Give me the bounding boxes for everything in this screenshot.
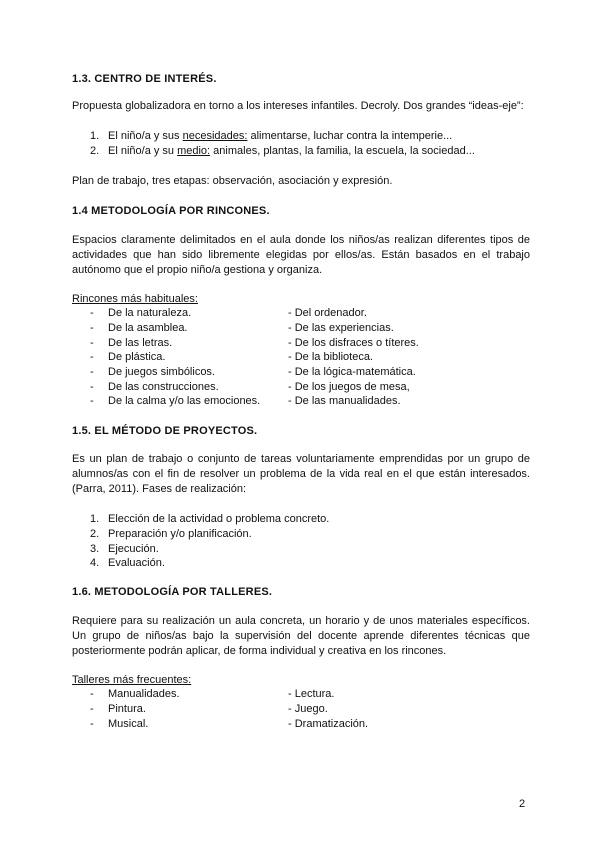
list-item: - Juego.: [288, 703, 328, 715]
list-item: Manualidades.: [108, 688, 180, 700]
list-number: 1.: [90, 513, 100, 525]
list-item: - De los juegos de mesa,: [288, 381, 410, 393]
list-number: 1.: [90, 130, 100, 142]
list-heading: Rincones más habituales:: [72, 293, 198, 305]
section-1-6-intro: Requiere para su realización un aula concreta, un horario y de unos materiales específicos. Un grupo de niños/as bajo la supervisión del docente aprende diferentes técnicas que posteriormente podrán aplicar, de forma individual y creativa en los rincones.: [72, 615, 530, 657]
section-1-5-intro: Es un plan de trabajo o conjunto de tareas voluntariamente emprendidas por un grupo de alumnos/as con el fin de resolver un problema de la vida real en el que están interesados. (Parra, 2011). Fases de realización:: [72, 453, 530, 495]
list-item: - Lectura.: [288, 688, 335, 700]
list-number: 3.: [90, 543, 100, 555]
list-item: De la asamblea.: [108, 322, 188, 334]
section-heading-1-4: 1.4 METODOLOGÍA POR RINCONES.: [72, 205, 270, 217]
list-bullet: -: [90, 718, 94, 730]
list-item: De las construcciones.: [108, 381, 219, 393]
section-heading-1-3: 1.3. CENTRO DE INTERÉS.: [72, 73, 217, 85]
list-item: Preparación y/o planificación.: [108, 528, 252, 540]
list-item: - Del ordenador.: [288, 307, 367, 319]
list-bullet: -: [90, 351, 94, 363]
list-item: El niño/a y su medio: animales, plantas, la familia, la escuela, la sociedad...: [108, 145, 475, 157]
list-item: - De la biblioteca.: [288, 351, 373, 363]
list-item: - De las experiencias.: [288, 322, 394, 334]
list-item: De juegos simbólicos.: [108, 366, 215, 378]
list-item: - De las manualidades.: [288, 395, 401, 407]
list-number: 2.: [90, 145, 100, 157]
list-item: De plástica.: [108, 351, 166, 363]
list-item: De la calma y/o las emociones.: [108, 395, 261, 407]
list-bullet: -: [90, 337, 94, 349]
section-1-3-plan: Plan de trabajo, tres etapas: observación, asociación y expresión.: [72, 175, 393, 187]
list-heading: Talleres más frecuentes:: [72, 674, 192, 686]
section-heading-1-5: 1.5. EL MÉTODO DE PROYECTOS.: [72, 425, 258, 437]
list-item: De la naturaleza.: [108, 307, 192, 319]
list-item: - Dramatización.: [288, 718, 369, 730]
list-bullet: -: [90, 322, 94, 334]
list-item: Elección de la actividad o problema concreto.: [108, 513, 330, 525]
list-bullet: -: [90, 307, 94, 319]
list-bullet: -: [90, 688, 94, 700]
list-item: - De la lógica-matemática.: [288, 366, 416, 378]
list-number: 4.: [90, 557, 100, 569]
list-item: Pintura.: [108, 703, 146, 715]
list-item: Ejecución.: [108, 543, 159, 555]
page-number: 2: [519, 798, 526, 810]
section-1-3-intro: Propuesta globalizadora en torno a los intereses infantiles. Decroly. Dos grandes “ideas-eje”:: [72, 100, 524, 112]
list-item: Evaluación.: [108, 557, 165, 569]
list-number: 2.: [90, 528, 100, 540]
list-item: El niño/a y sus necesidades: alimentarse, luchar contra la intemperie...: [108, 130, 453, 142]
list-bullet: -: [90, 366, 94, 378]
section-heading-1-6: 1.6. METODOLOGÍA POR TALLERES.: [72, 586, 273, 598]
list-item: De las letras.: [108, 337, 173, 349]
list-bullet: -: [90, 395, 94, 407]
list-item: - De los disfraces o títeres.: [288, 337, 419, 349]
section-1-4-intro: Espacios claramente delimitados en el aula donde los niños/as realizan diferentes tipos de actividades que han sido libremente elegidas por ellos/as. Están basados en el trabajo autónomo que el propio niño/a gestiona y organiza.: [72, 234, 530, 276]
list-bullet: -: [90, 703, 94, 715]
list-item: Musical.: [108, 718, 149, 730]
list-bullet: -: [90, 381, 94, 393]
